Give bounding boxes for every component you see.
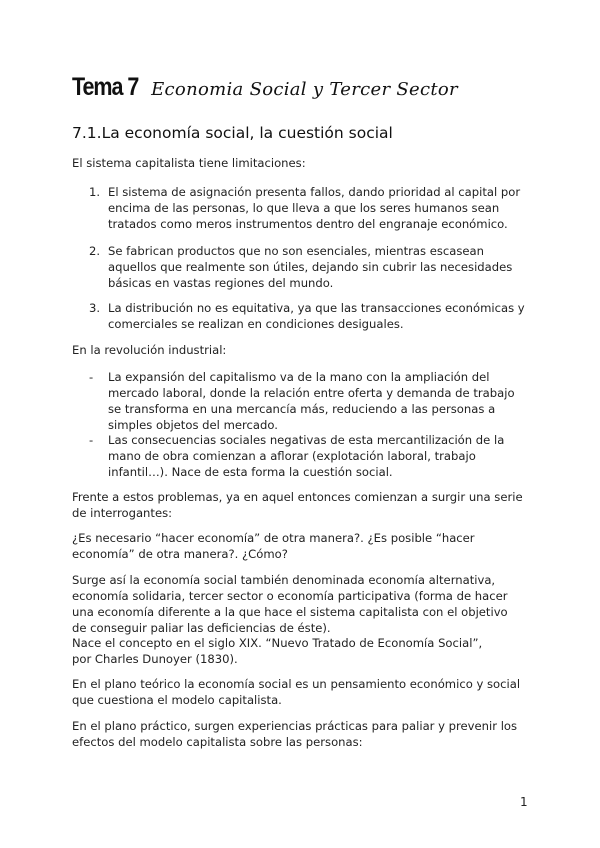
list-item-line: La expansión del capitalismo va de la mano con la ampliación del <box>108 370 490 384</box>
list-marker: - <box>89 433 94 447</box>
text-line: ¿Es necesario “hacer economía” de otra manera?. ¿Es posible “hacer <box>72 531 475 545</box>
text-line: de conseguir paliar las deficiencias de éste). <box>72 621 331 635</box>
list-item-line: mano de obra comienzan a aflorar (explotación laboral, trabajo <box>108 449 476 463</box>
text-line: En el plano práctico, surgen experiencias prácticas para paliar y prevenir los <box>72 719 518 733</box>
list-item-line: se transforma en una mercancía más, reduciendo a las personas a <box>108 402 496 416</box>
intro-paragraph: El sistema capitalista tiene limitaciones: <box>72 156 306 170</box>
section-heading: 7.1.La economía social, la cuestión social <box>72 124 393 142</box>
revolution-intro: En la revolución industrial: <box>72 343 227 357</box>
text-line: que cuestiona el modelo capitalista. <box>72 693 282 707</box>
text-line: efectos del modelo capitalista sobre las personas: <box>72 735 363 749</box>
tema-label: Tema 7 <box>72 73 139 101</box>
text-line: economía” de otra manera?. ¿Cómo? <box>72 547 288 561</box>
text-line: Surge así la economía social también denominada economía alternativa, <box>72 573 496 587</box>
list-marker: - <box>89 370 94 384</box>
tema-subtitle: Economia Social y Tercer Sector <box>151 79 458 100</box>
list-marker: 2. <box>89 244 101 258</box>
list-item-line: encima de las personas, lo que lleva a que los seres humanos sean <box>108 201 500 215</box>
page-number: 1 <box>520 795 528 809</box>
list-item-line: simples objetos del mercado. <box>108 418 278 432</box>
list-item-line: mercado laboral, donde la relación entre oferta y demanda de trabajo <box>108 386 515 400</box>
text-line: de interrogantes: <box>72 506 173 520</box>
text-line: Nace el concepto en el siglo XIX. “Nuevo Tratado de Economía Social”, <box>72 636 483 650</box>
list-item-line: básicas en vastas regiones del mundo. <box>108 276 334 290</box>
list-marker: 1. <box>89 185 101 199</box>
text-line: una economía diferente a la que hace el sistema capitalista con el objetivo <box>72 605 508 619</box>
list-item-line: La distribución no es equitativa, ya que las transacciones económicas y <box>108 301 525 315</box>
document-title <box>72 73 458 102</box>
text-line: Frente a estos problemas, ya en aquel entonces comienzan a surgir una serie <box>72 490 523 504</box>
list-item-line: El sistema de asignación presenta fallos, dando prioridad al capital por <box>108 185 521 199</box>
list-item-line: Las consecuencias sociales negativas de esta mercantilización de la <box>108 433 505 447</box>
text-line: por Charles Dunoyer (1830). <box>72 652 238 666</box>
list-item-line: aquellos que realmente son útiles, dejando sin cubrir las necesidades <box>108 260 513 274</box>
list-item-line: comerciales se realizan en condiciones desiguales. <box>108 317 404 331</box>
list-item-line: infantil…). Nace de esta forma la cuestión social. <box>108 465 393 479</box>
text-line: economía solidaria, tercer sector o economía participativa (forma de hacer <box>72 589 508 603</box>
text-line: En el plano teórico la economía social es un pensamiento económico y social <box>72 677 521 691</box>
list-item-line: tratados como meros instrumentos dentro del engranaje económico. <box>108 217 508 231</box>
list-item-line: Se fabrican productos que no son esenciales, mientras escasean <box>108 244 484 258</box>
list-marker: 3. <box>89 301 101 315</box>
